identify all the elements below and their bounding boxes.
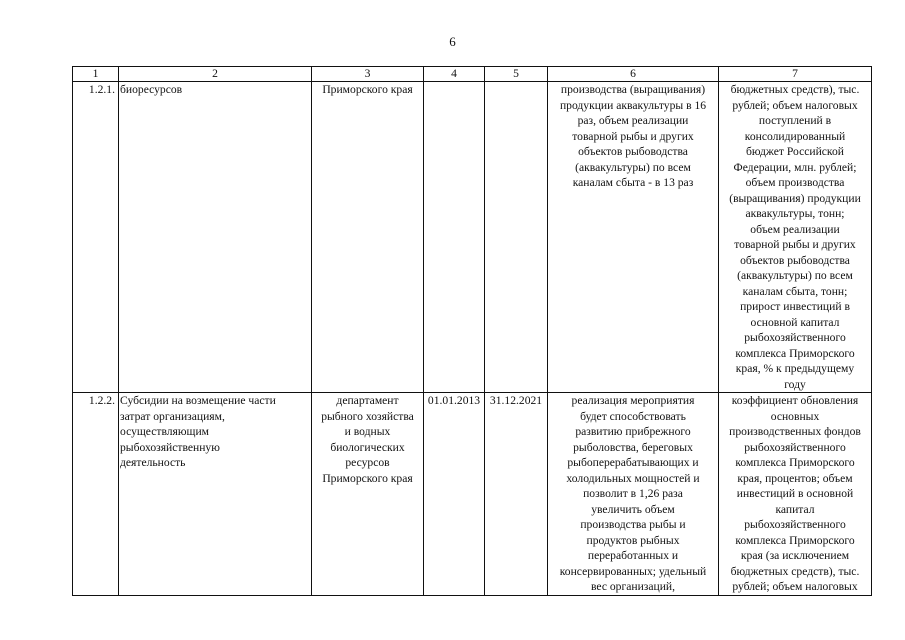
- cell-text-line: инвестиций в основной: [736, 487, 854, 500]
- header-cell-3: 3: [312, 67, 424, 82]
- cell-text-line: году: [784, 377, 806, 391]
- cell-text-line: позволит в 1,26 раза: [583, 487, 683, 500]
- cell-text-line: затрат организациям,: [120, 409, 225, 423]
- header-cell-1: 1: [73, 67, 119, 82]
- cell-text-line: осуществляющим: [120, 425, 210, 438]
- cell-text-line: развитию прибрежного: [575, 425, 691, 438]
- cell-text-line: холодильных мощностей и: [566, 471, 700, 485]
- cell-text-line: (аквакультуры) по всем: [737, 269, 853, 282]
- cell-text-line: производственных фондов: [729, 425, 861, 438]
- cell-text-line: рублей; объем налоговых: [732, 580, 858, 593]
- cell-text-line: увеличить объем: [591, 502, 675, 516]
- header-cell-2: 2: [119, 67, 312, 82]
- end-date-cell: 31.12.2021: [485, 393, 548, 596]
- cell-text-line: деятельность: [120, 456, 186, 469]
- cell-text-line: каналам сбыта, тонн;: [742, 284, 848, 298]
- header-cell-5: 5: [485, 67, 548, 82]
- cell-text-line: объем реализации: [750, 222, 840, 236]
- measure-name-cell: [119, 393, 312, 596]
- cell-text-line: бюджет Российской: [746, 145, 844, 158]
- cell-text-line: рыбохозяйственного: [744, 440, 846, 454]
- cell-text-line: товарной рыбы и других: [734, 238, 856, 251]
- cell-text-line: рыболовства, береговых: [573, 440, 693, 454]
- cell-text-line: рыбного хозяйства: [321, 409, 414, 423]
- cell-text-line: раз, объем реализации: [577, 114, 689, 127]
- program-table: [72, 66, 872, 596]
- cell-text-line: Приморского края: [322, 83, 413, 96]
- cell-text-line: Субсидии на возмещение части: [120, 394, 276, 407]
- cell-text-line: объектов рыбоводства: [578, 145, 688, 158]
- row-number: 1.2.1.: [73, 82, 119, 393]
- cell-text-line: каналам сбыта - в 13 раз: [572, 176, 694, 189]
- indicator-cell: [719, 393, 872, 596]
- cell-text-line: рыбохозяйственного: [744, 331, 846, 344]
- measure-name-cell: [119, 82, 312, 393]
- indicator-cell: [719, 82, 872, 393]
- cell-text-line: рублей; объем налоговых: [732, 98, 858, 112]
- cell-text-line: края (за исключением: [740, 549, 850, 562]
- cell-text-line: бюджетных средств), тыс.: [730, 564, 860, 578]
- cell-text-line: реализация мероприятия: [571, 394, 695, 407]
- cell-text-line: будет способствовать: [580, 409, 686, 423]
- table-header-row: [73, 67, 872, 82]
- cell-text-line: биологических: [330, 440, 405, 454]
- cell-text-line: производства рыбы и: [580, 518, 686, 531]
- responsible-cell: [312, 82, 424, 393]
- cell-text-line: комплекса Приморского: [735, 533, 855, 547]
- cell-text-line: Федерации, млн. рублей;: [733, 160, 857, 174]
- header-cell-4: 4: [424, 67, 485, 82]
- responsible-cell: [312, 393, 424, 596]
- cell-text-line: коэффициент обновления: [731, 394, 859, 407]
- cell-text-line: основной капитал: [750, 315, 840, 329]
- cell-text-line: продуктов рыбных: [586, 533, 680, 547]
- cell-text-line: основных: [770, 409, 820, 423]
- cell-text-line: консервированных; удельный: [559, 564, 707, 578]
- cell-text-line: товарной рыбы и других: [572, 129, 694, 143]
- table-row: [73, 82, 872, 393]
- cell-text-line: консолидированный: [744, 129, 846, 143]
- cell-text-line: края, процентов; объем: [737, 471, 853, 485]
- expected-result-cell: [548, 82, 719, 393]
- cell-text-line: производства (выращивания): [560, 83, 706, 96]
- cell-text-line: объектов рыбоводства: [740, 253, 850, 267]
- cell-text-line: объем производства: [745, 176, 845, 189]
- cell-text-line: рыбоперерабатывающих и: [567, 456, 699, 469]
- cell-text-line: аквакультуры, тонн;: [745, 207, 845, 220]
- cell-text-line: рыбохозяйственную: [120, 440, 220, 454]
- table-row: [73, 393, 872, 596]
- cell-text-line: переработанных и: [587, 549, 679, 562]
- cell-text-line: департамент: [336, 394, 399, 407]
- cell-text-line: и водных: [344, 425, 391, 438]
- cell-text-line: (аквакультуры) по всем: [575, 160, 691, 174]
- page-number: 6: [449, 34, 456, 49]
- cell-text-line: бюджетных средств), тыс.: [730, 83, 860, 96]
- expected-result-cell: [548, 393, 719, 596]
- cell-text-line: вес организаций,: [590, 580, 676, 593]
- cell-text-line: поступлений в: [758, 114, 832, 127]
- cell-text-line: (выращивания) продукции: [729, 191, 861, 205]
- row-number: 1.2.2.: [73, 393, 119, 596]
- header-cell-6: 6: [548, 67, 719, 82]
- end-date-cell: [485, 82, 548, 393]
- cell-text-line: продукции аквакультуры в 16: [559, 98, 707, 112]
- cell-text-line: края, % к предыдущему: [735, 362, 855, 375]
- header-cell-7: 7: [719, 67, 872, 82]
- cell-text-line: рыбохозяйственного: [744, 518, 846, 531]
- cell-text-line: капитал: [775, 502, 815, 516]
- cell-text-line: биоресурсов: [120, 83, 183, 96]
- start-date-cell: 01.01.2013: [424, 393, 485, 596]
- cell-text-line: ресурсов: [345, 456, 390, 469]
- cell-text-line: комплекса Приморского: [735, 456, 855, 469]
- cell-text-line: комплекса Приморского: [735, 346, 855, 360]
- start-date-cell: [424, 82, 485, 393]
- cell-text-line: прирост инвестиций в: [740, 300, 850, 313]
- cell-text-line: Приморского края: [322, 471, 413, 485]
